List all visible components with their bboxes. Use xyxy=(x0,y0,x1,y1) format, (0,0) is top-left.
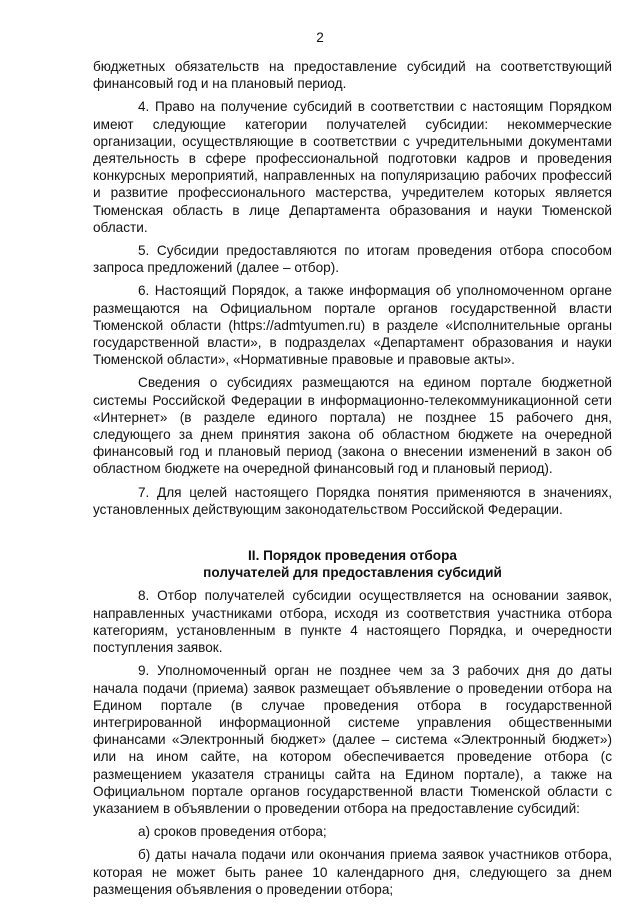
paragraph: а) сроков проведения отбора; xyxy=(138,824,327,840)
paragraph: Сведения о субсидиях размещаются на едином портале бюджетной системы Российской Федерации в информационно-телекоммуникационной сети «Интернет» (в разделе единого портала) не позднее 15 рабочего дня, следующего за днем принятия закона об областном бюджете на очередной финансовый год и плановый период (закона о внесении изменений в закон об областном бюджете на очередной финансовый год и плановый период). xyxy=(93,375,612,477)
paragraph: бюджетных обязательств на предоставление субсидий на соответствующий финансовый год и на плановый период. xyxy=(93,59,612,92)
section-heading xyxy=(93,547,612,581)
page-number: 2 xyxy=(316,30,324,45)
document-body xyxy=(93,58,612,904)
paragraph: 8. Отбор получателей субсидии осуществляется на основании заявок, направленных участниками отбора, исходя из соответствия участника отбора категориям, установленным в пункте 4 настоящего Порядка, и очередности поступления заявок. xyxy=(93,588,612,656)
paragraph: 6. Настоящий Порядок, а также информация об уполномоченном органе размещаются на Официальном портале органов государственной власти Тюменской области (https://admtyumen.ru) в разделе «Исполнительные органы государственной власти», в подразделах «Департамент образования и науки Тюменской области», «Нормативные правовые и правовые акты». xyxy=(93,283,612,368)
paragraph: б) даты начала подачи или окончания приема заявок участников отбора, которая не может быть ранее 10 календарного дня, следующего за днем размещения объявления о проведении отбора; xyxy=(93,847,612,897)
paragraph: 4. Право на получение субсидий в соответствии с настоящим Порядком имеют следующие категории получателей субсидии: некоммерческие организации, осуществляющие в соответствии с учредительными документами деятельность в сфере профессиональной подготовки кадров и проведения конкурсных мероприятий, направленных на популяризацию рабочих профессий и развитие профессионального мастерства, учредителем которых является Тюменская область в лице Департамента образования и науки Тюменской области. xyxy=(93,99,612,235)
paragraph: 5. Субсидии предоставляются по итогам проведения отбора способом запроса предложений (далее – отбор). xyxy=(93,243,612,276)
section-heading-line1: II. Порядок проведения отбора xyxy=(248,548,457,564)
paragraph: 7. Для целей настоящего Порядка понятия применяются в значениях, установленных действующим законодательством Российской Федерации. xyxy=(93,484,612,517)
paragraph: 9. Уполномоченный орган не позднее чем за 3 рабочих дня до даты начала подачи (приема) заявок размещает объявление о проведении отбора на Едином портале (в случае проведения отбора в государственной интегрированной информационной системе управления общественными финансами «Электронный бюджет» (далее – система «Электронный бюджет») или на ином сайте, на котором обеспечивается проведение отбора (с размещением указателя страницы сайта на Едином портале), а также на Официальном портале органов государственной власти Тюменской области с указанием в объявлении о проведении отбора на предоставление субсидий: xyxy=(93,663,612,816)
section-heading-line2: получателей для предоставления субсидий xyxy=(203,565,502,581)
